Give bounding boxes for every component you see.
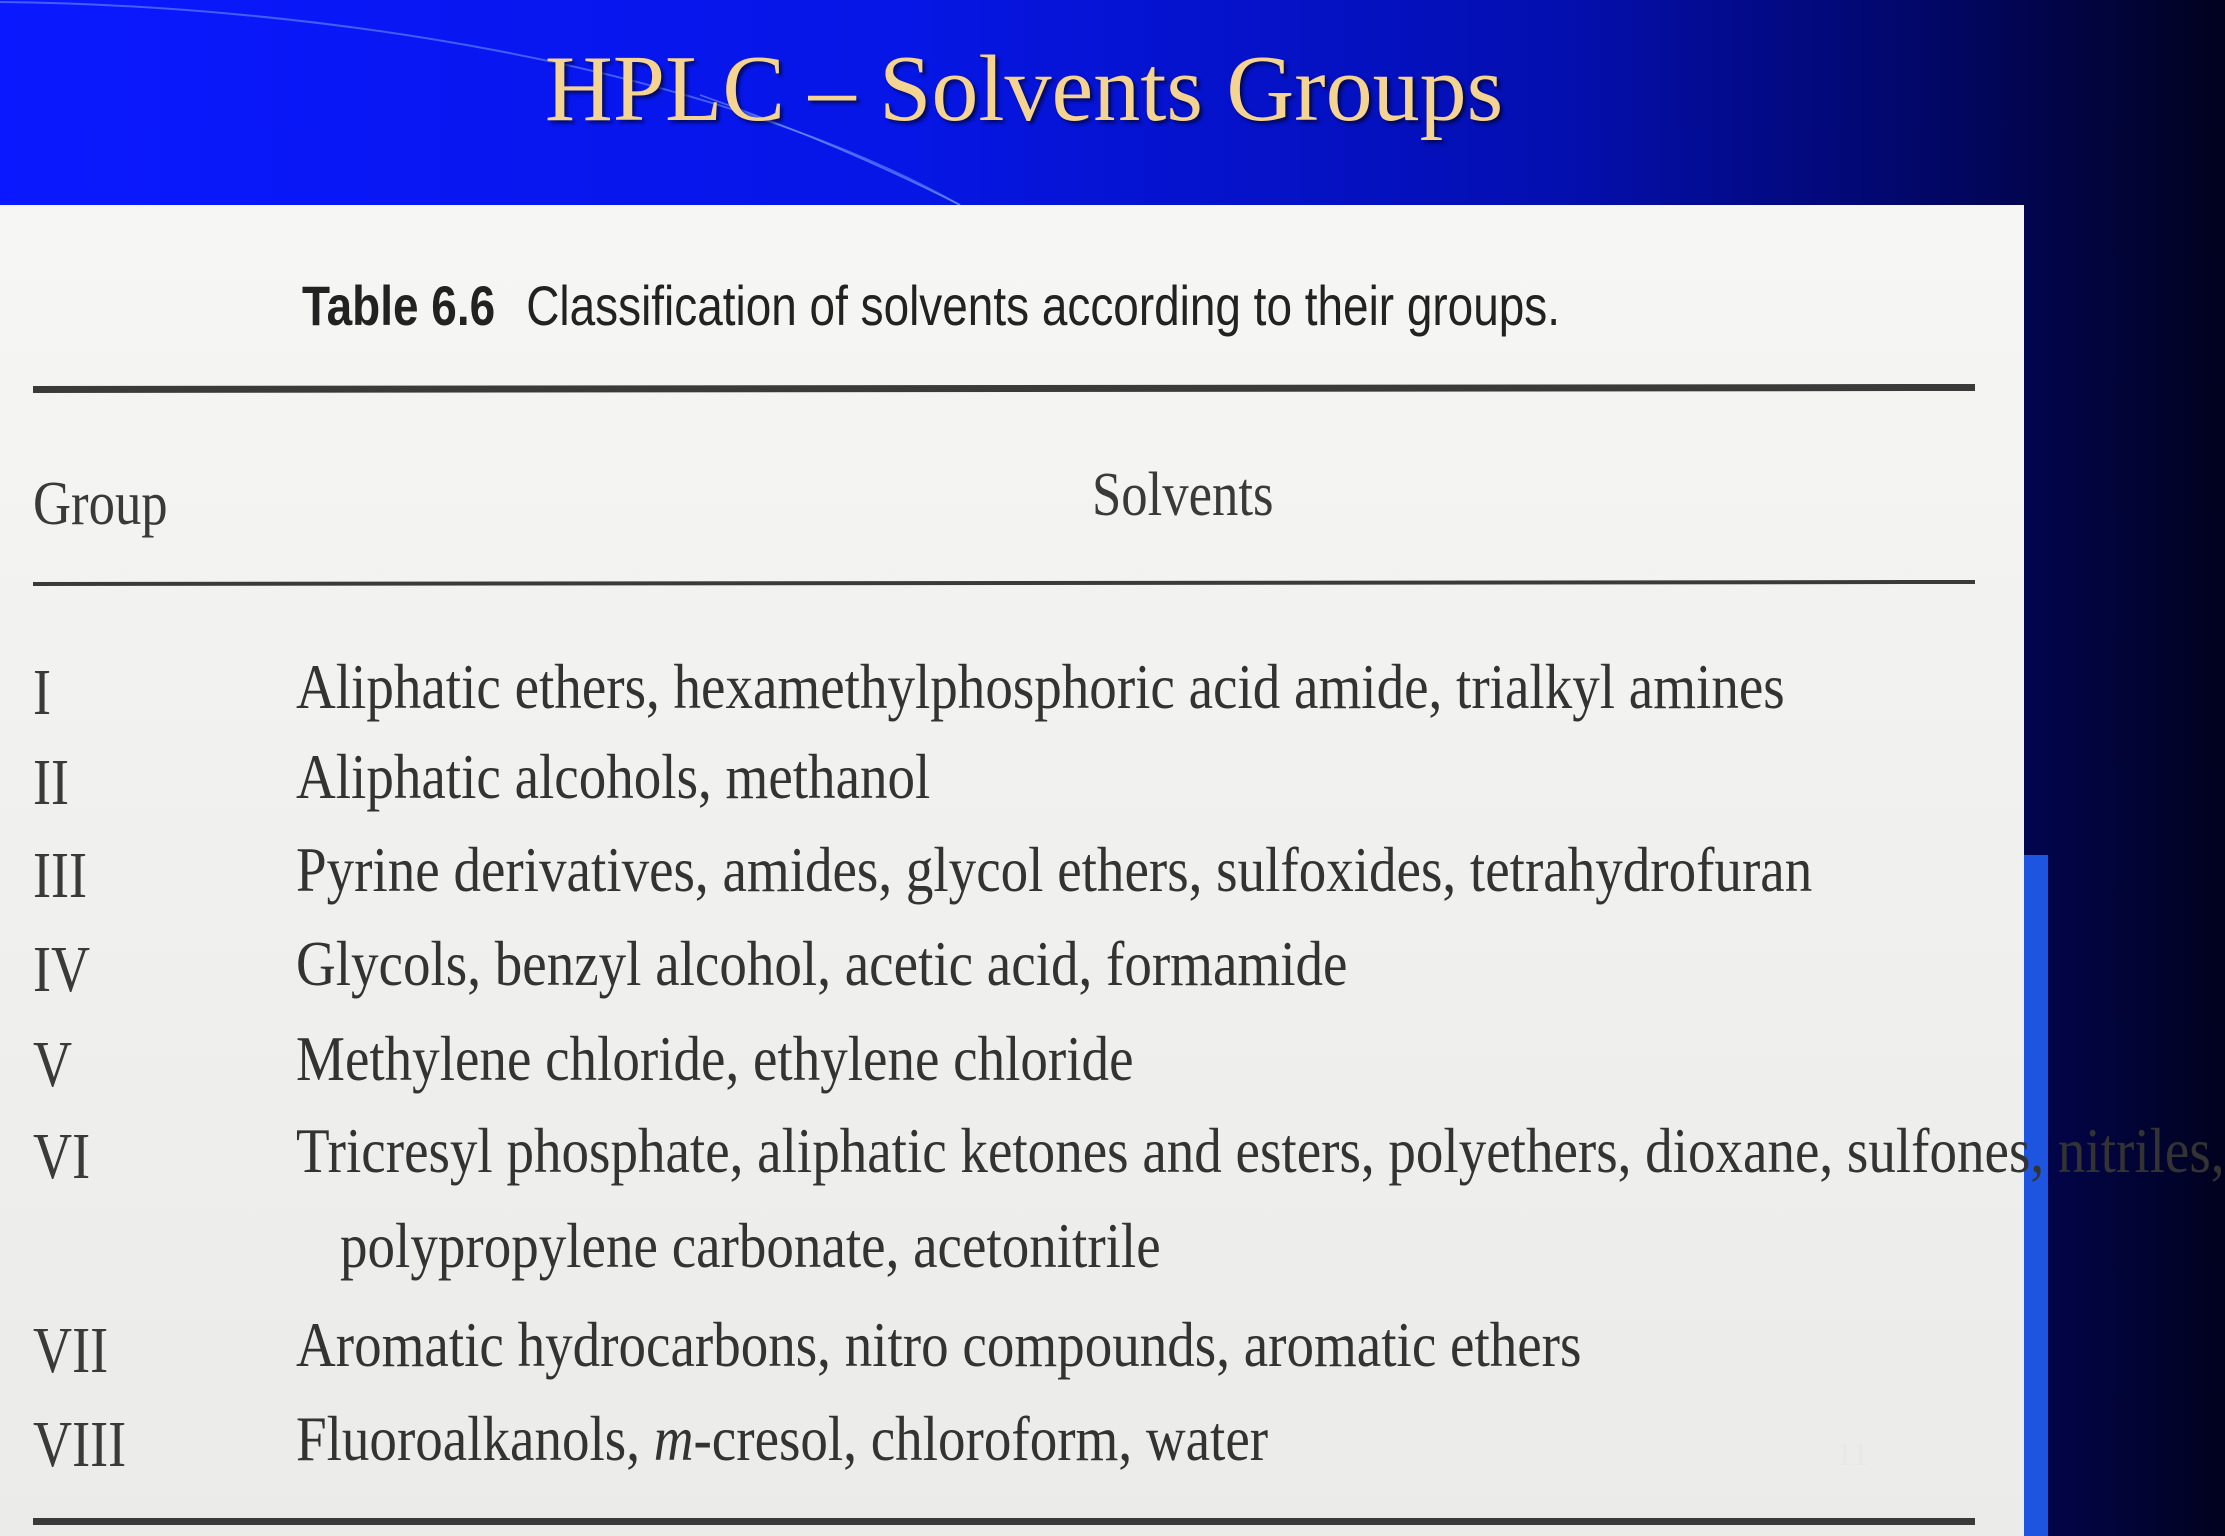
- column-header-group: Group: [33, 470, 168, 538]
- scanned-table-image: [0, 205, 2225, 1536]
- table-caption: [281, 273, 1560, 338]
- row-solvents-part: -cresol, chloroform, water: [693, 1403, 1269, 1474]
- table-header-rule: [33, 580, 1975, 586]
- row-solvents: Aromatic hydrocarbons, nitro compounds, aromatic ethers: [296, 1309, 1582, 1380]
- row-group: IV: [33, 933, 91, 1006]
- row-group: V: [33, 1028, 73, 1101]
- table-bottom-rule: [33, 1518, 1975, 1525]
- row-group: VI: [33, 1120, 91, 1193]
- table-caption-text: Classification of solvents according to their groups.: [526, 274, 1561, 337]
- row-group: VIII: [33, 1408, 127, 1481]
- row-group: I: [33, 656, 52, 729]
- row-solvents: Aliphatic alcohols, methanol: [296, 741, 931, 812]
- row-group: II: [33, 746, 70, 819]
- row-solvents-part: Fluoroalkanols,: [296, 1403, 654, 1474]
- row-solvents: Methylene chloride, ethylene chloride: [296, 1023, 1134, 1094]
- row-group: VII: [33, 1314, 109, 1387]
- row-solvents: Tricresyl phosphate, aliphatic ketones and esters, polyethers, dioxane, sulfones, nitriles,: [296, 1115, 2225, 1186]
- row-group: III: [33, 839, 88, 912]
- row-solvents-italic: m: [653, 1403, 694, 1474]
- row-solvents: [296, 1402, 1268, 1476]
- slide-title: HPLC – Solvents Groups: [544, 37, 1504, 141]
- row-solvents-continuation: polypropylene carbonate, acetonitrile: [340, 1210, 1161, 1281]
- table-caption-label: Table 6.6: [301, 274, 496, 337]
- right-accent-bar: [2022, 855, 2048, 1536]
- column-header-solvents: Solvents: [1092, 461, 1274, 529]
- page-number: 11: [1836, 1436, 1869, 1473]
- row-solvents: Pyrine derivatives, amides, glycol ethers, sulfoxides, tetrahydrofuran: [296, 834, 1813, 905]
- row-solvents: Aliphatic ethers, hexamethylphosphoric acid amide, trialkyl amines: [296, 651, 1785, 722]
- table-top-rule: [33, 384, 1975, 393]
- row-solvents: Glycols, benzyl alcohol, acetic acid, formamide: [296, 928, 1348, 999]
